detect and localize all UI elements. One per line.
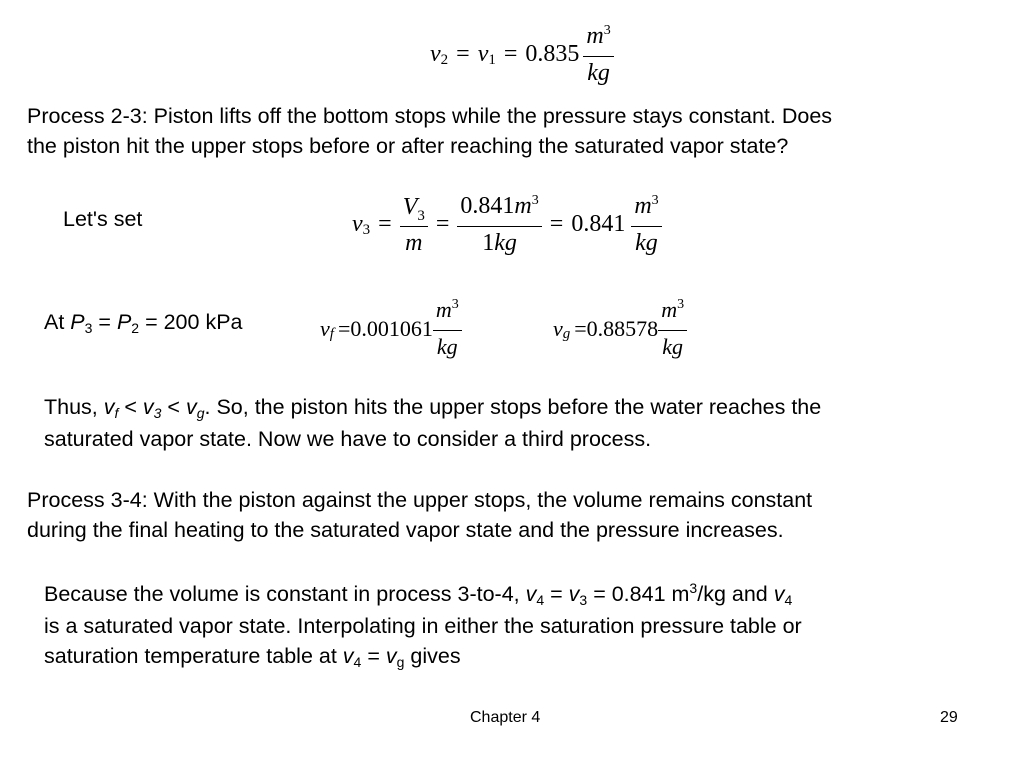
eq2-f2-den-value: 1 <box>482 230 495 256</box>
eq1-value: 0.835 <box>525 41 580 67</box>
thus-t1: Thus, <box>44 395 104 419</box>
eq1-unit <box>583 22 613 87</box>
equation-v2-v1: v 2 = v 1 = 0.835 $\frac{m^3}{kg}$ <box>430 22 614 87</box>
pressure-eq: = <box>92 310 117 334</box>
eq2-lhs-sub: 3 <box>362 222 371 238</box>
eq2-f2-num-unit: m <box>514 193 532 219</box>
because-v4c-sub: 4 <box>353 654 362 670</box>
eq1-mid-var: v <box>477 41 489 67</box>
process-3-4-line1: Process 3-4: With the piston against the upper stops, the volume remains constant <box>27 488 813 512</box>
vg-var: v <box>553 315 563 341</box>
pressure-p3-sub: 3 <box>84 320 93 336</box>
vf-unit-den: kg <box>436 334 458 359</box>
eq2-frac2 <box>457 192 541 257</box>
pressure-statement <box>44 307 243 339</box>
process-3-4-paragraph <box>27 485 812 545</box>
eq2-unit-sup: 3 <box>651 193 659 208</box>
eq2-f1-num-sub: 3 <box>417 207 425 224</box>
pressure-suffix: = 200 kPa <box>139 310 243 334</box>
vg-unit-den: kg <box>662 334 684 359</box>
eq2-f2-num-value: 0.841 <box>460 193 515 219</box>
eq1-unit-den: kg <box>587 60 610 86</box>
because-m-sup: 3 <box>689 580 698 596</box>
eq1-mid-sub: 1 <box>488 52 496 68</box>
eq1-unit-sup: 3 <box>603 23 611 38</box>
because-line1 <box>44 579 802 611</box>
because-b: = 0.841 m <box>587 582 690 606</box>
thus-v3: v <box>142 395 154 419</box>
thus-line2: saturated vapor state. Now we have to consider a third process. <box>44 427 652 451</box>
eq2-f1-num-var: V <box>402 193 418 220</box>
because-v3-sub: 3 <box>579 592 588 608</box>
thus-lt1: < <box>118 395 143 419</box>
process-2-3-line2: the piston hit the upper stops before or after reaching the saturated vapor state? <box>27 134 789 158</box>
vf-var: v <box>320 315 330 341</box>
pressure-p2: P <box>116 310 132 334</box>
process-2-3-line1: Process 2-3: Piston lifts off the bottom stops while the pressure stays constant. Does <box>27 104 833 128</box>
equation-vg <box>553 296 687 361</box>
vf-unit-num: m <box>435 297 452 322</box>
because-eq: = <box>544 582 569 606</box>
because-eq2: = <box>361 644 386 668</box>
vg-unit <box>658 296 687 361</box>
vf-unit-sup: 3 <box>451 297 459 312</box>
equation-v3: v 3 = $\frac{V_3}{m}$ = $\frac{0.841m^3}{1kg}$ = 0.841 $\frac{m^3}{kg}$ <box>352 192 662 257</box>
eq2-unit <box>631 192 661 257</box>
equation-vf <box>320 296 462 361</box>
because-v4-sub: 4 <box>536 592 545 608</box>
vf-sub: f <box>329 326 334 342</box>
footer-page-number: 29 <box>940 709 958 726</box>
eq2-f1-den: m <box>405 229 423 256</box>
because-line2: is a saturated vapor state. Interpolating in either the saturation pressure table or <box>44 614 802 638</box>
eq2-lhs-var: v <box>352 211 363 237</box>
vg-unit-num: m <box>661 297 678 322</box>
because-line3b: gives <box>404 644 461 668</box>
eq2-result: 0.841 <box>571 211 626 237</box>
thus-vf-sub: f <box>114 405 119 421</box>
because-vgc: v <box>385 644 397 668</box>
thus-line1 <box>44 392 821 424</box>
vf-unit <box>433 296 462 361</box>
pressure-p2-sub: 2 <box>131 320 140 336</box>
because-line3a: saturation temperature table at <box>44 644 343 668</box>
eq2-unit-den: kg <box>635 230 658 256</box>
thus-t2: . So, the piston hits the upper stops before the water reaches the <box>204 395 822 419</box>
lets-set-label: Let's set <box>63 207 143 231</box>
thus-v3-sub: 3 <box>153 405 162 421</box>
eq2-unit-num: m <box>634 193 652 219</box>
thus-lt2: < <box>161 395 186 419</box>
eq2-f2-num-sup: 3 <box>531 193 539 208</box>
pressure-p3: P <box>70 310 85 334</box>
because-line3 <box>44 641 802 673</box>
eq2-f2-den-unit: kg <box>494 230 517 256</box>
thus-vg: v <box>185 395 197 419</box>
vg-unit-sup: 3 <box>677 297 685 312</box>
process-2-3-paragraph <box>27 101 832 161</box>
because-v4: v <box>525 582 537 606</box>
footer-chapter: Chapter 4 <box>470 709 541 726</box>
vf-value: =0.001061 <box>337 315 433 341</box>
because-v4c: v <box>342 644 354 668</box>
because-paragraph <box>44 579 802 673</box>
vg-value: =0.88578 <box>574 315 659 341</box>
vg-sub: g <box>562 326 571 342</box>
eq1-lhs-sub: 2 <box>440 52 449 68</box>
because-c: /kg and <box>697 582 774 606</box>
process-3-4-line2: during the final heating to the saturated vapor state and the pressure increases. <box>27 518 784 542</box>
because-v4b-sub: 4 <box>784 592 793 608</box>
eq2-frac1 <box>400 193 428 257</box>
thus-paragraph <box>44 392 821 454</box>
eq1-unit-num: m <box>586 23 604 49</box>
because-v4b: v <box>773 582 785 606</box>
thus-vf: v <box>103 395 115 419</box>
because-vgc-sub: g <box>396 654 405 670</box>
because-a: Because the volume is constant in process 3-to-4, <box>44 582 526 606</box>
eq1-lhs-var: v <box>430 41 441 67</box>
pressure-prefix: At <box>44 310 71 334</box>
because-v3: v <box>568 582 580 606</box>
thus-vg-sub: g <box>196 405 205 421</box>
